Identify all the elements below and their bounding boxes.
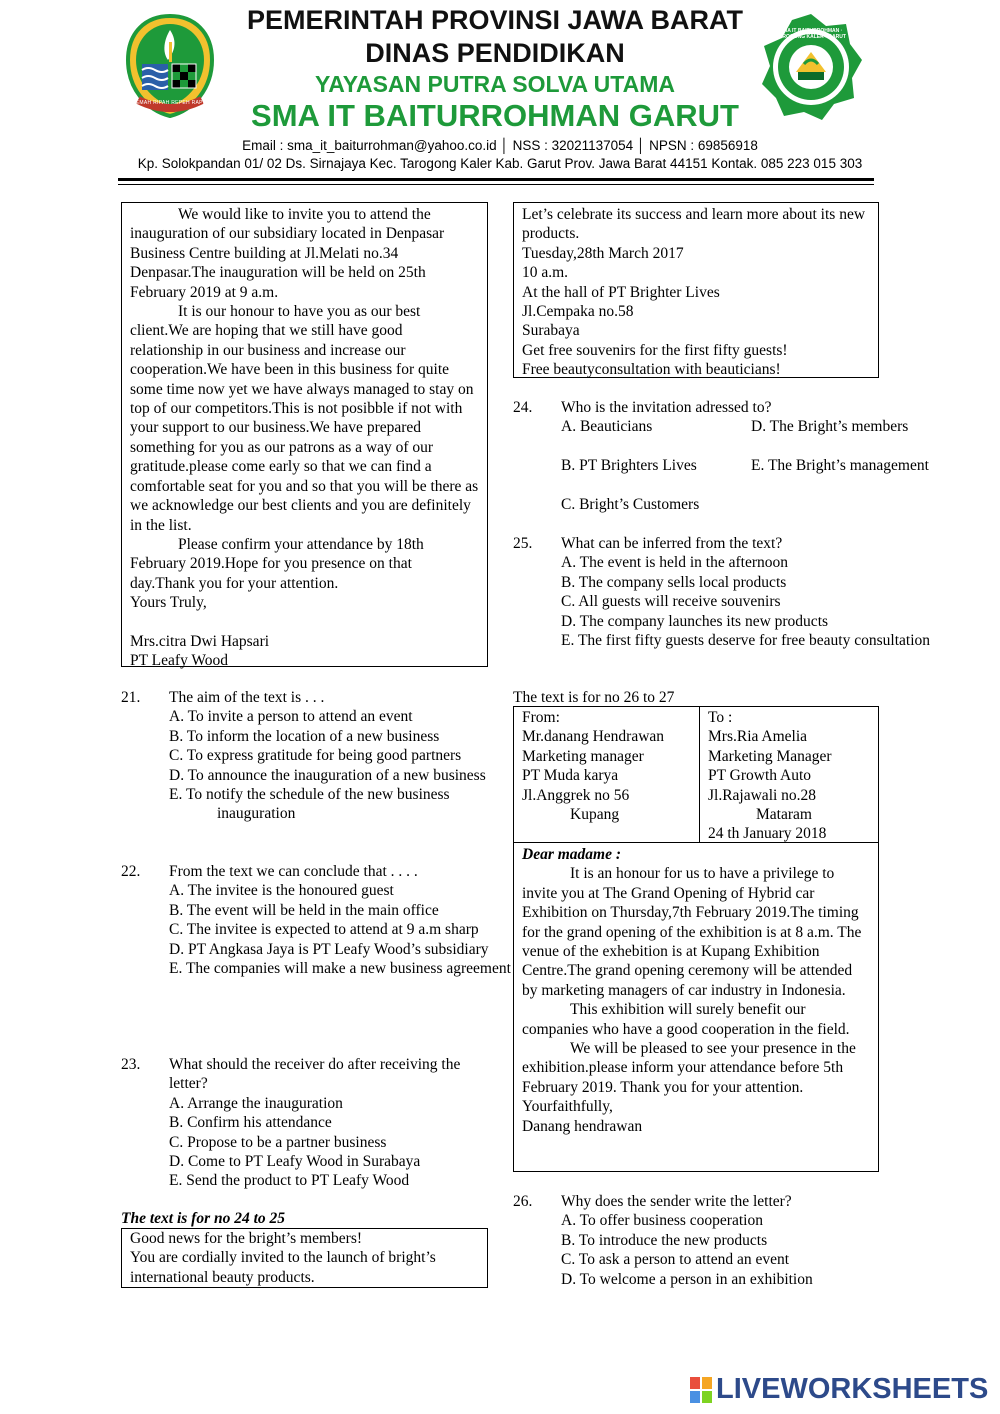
- question-stem: What can be inferred from the text?: [561, 535, 783, 552]
- invitation-line: Tuesday,28th March 2017: [522, 244, 684, 262]
- option-d[interactable]: D. Come to PT Leafy Wood in Surabaya: [169, 1153, 421, 1171]
- header-department: DINAS PENDIDIKAN: [365, 38, 625, 68]
- option-a[interactable]: A. To invite a person to attend an event: [169, 708, 413, 726]
- question-stem: Who is the invitation adressed to?: [561, 399, 772, 416]
- option-b[interactable]: B. The company sells local products: [561, 573, 787, 591]
- text-24-25-label: The text is for no 24 to 25: [121, 1210, 286, 1227]
- invitation-line: At the hall of PT Brighter Lives: [522, 283, 720, 301]
- from-line: PT Muda karya: [522, 767, 619, 785]
- option-e[interactable]: E. The companies will make a new business agreement: [169, 960, 511, 978]
- from-line: From:: [522, 709, 560, 726]
- to-line: Jl.Rajawali no.28: [708, 786, 817, 804]
- to-line: To :: [708, 709, 733, 726]
- header-school-name: SMA IT BAITURROHMAN GARUT: [251, 98, 739, 133]
- from-line: Marketing manager: [522, 747, 644, 765]
- question-number: 24.: [513, 399, 533, 416]
- liveworksheets-watermark: [690, 1375, 990, 1405]
- question-number: 21.: [121, 689, 141, 706]
- header-government: PEMERINTAH PROVINSI JAWA BARAT: [246, 5, 744, 35]
- question-stem: Why does the sender write the letter?: [561, 1193, 792, 1210]
- option-a[interactable]: A. The invitee is the honoured guest: [169, 882, 394, 900]
- option-e[interactable]: E. The first fifty guests deserve for free beauty consultation: [561, 632, 931, 650]
- from-line: Mr.danang Hendrawan: [522, 728, 665, 746]
- to-line: PT Growth Auto: [708, 767, 812, 785]
- letter2-box: [513, 706, 879, 1172]
- invitation-line: You are cordially invited to the launch of bright’s international beauty products.: [130, 1249, 436, 1286]
- option-c[interactable]: C. Propose to be a partner business: [169, 1133, 387, 1151]
- question-stem: From the text we can conclude that . . . .: [169, 863, 418, 880]
- invitation-line: Surabaya: [522, 322, 580, 340]
- emblem-motto: GEMAH RIPAH REPEH RAPIH: [131, 100, 209, 106]
- to-line: Marketing Manager: [708, 747, 832, 765]
- letter2-salutation: Dear madame :: [522, 846, 622, 863]
- school-logo-text: SMA IT BAITURROHMAN · TAROGONG KALER - GARUT: [776, 28, 846, 40]
- question-stem: The aim of the text is . . .: [169, 689, 325, 706]
- watermark-text: LIVEWORKSHEETS: [716, 1373, 989, 1405]
- option-c[interactable]: C. To ask a person to attend an event: [561, 1251, 790, 1269]
- question-number: 26.: [513, 1193, 533, 1210]
- option-e[interactable]: E. The Bright’s management: [751, 457, 929, 475]
- header-rule-thin: [118, 184, 874, 185]
- invitation-line: Let’s celebrate its success and learn more about its new products.: [522, 206, 866, 243]
- option-b[interactable]: B. PT Brighters Lives: [561, 457, 697, 475]
- question-number: 23.: [121, 1056, 141, 1073]
- invitation-line: Free beautyconsultation with beauticians!: [522, 361, 781, 379]
- option-b[interactable]: B. To introduce the new products: [561, 1231, 768, 1249]
- option-e[interactable]: E. To notify the schedule of the new business inauguration: [169, 786, 450, 823]
- option-d[interactable]: D. The Bright’s members: [751, 418, 909, 436]
- invitation-line: Jl.Cempaka no.58: [522, 303, 634, 321]
- option-c[interactable]: C. To express gratitude for being good partners: [169, 747, 462, 765]
- option-d[interactable]: D. To welcome a person in an exhibition: [561, 1270, 813, 1288]
- option-e[interactable]: E. Send the product to PT Leafy Wood: [169, 1172, 410, 1190]
- letter1-company: PT Leafy Wood: [130, 652, 229, 670]
- letter2-paragraph: It is an honour for us to have a privilege to invite you at The Grand Opening of Hybrid car Exhibition on Thursday,7th February 2019.The timing for the grand opening of the exhibition is at 8 a.m. The venue of the exhebition is at Kupang Exhibition Centre.The grand opening ceremony will be attended by marketing managers of car industry in Indonesia.: [522, 865, 862, 999]
- option-b[interactable]: B. The event will be held in the main office: [169, 901, 439, 919]
- invitation-box-part2: [513, 202, 879, 378]
- header-rule-thick: [118, 178, 874, 181]
- from-line: Kupang: [570, 806, 620, 824]
- letter1-paragraph: Please confirm your attendance by 18th February 2019.Hope for you presence on that day.Thank you for your attention.: [130, 535, 424, 592]
- from-line: Jl.Anggrek no 56: [522, 786, 630, 804]
- option-a[interactable]: A. Beauticians: [561, 418, 653, 436]
- option-d[interactable]: D. PT Angkasa Jaya is PT Leafy Wood’s subsidiary: [169, 940, 489, 958]
- question-stem: What should the receiver do after receiving the letter?: [169, 1056, 461, 1093]
- header-contact: Email : sma_it_baiturrohman@yahoo.co.id │ NSS : 32021137054 │ NPSN : 69856918: [242, 138, 758, 153]
- option-a[interactable]: A. To offer business cooperation: [561, 1212, 763, 1230]
- option-d[interactable]: D. To announce the inauguration of a new business: [169, 766, 486, 784]
- letter2-paragraph: This exhibition will surely benefit our companies who have a good cooperation in the field.: [522, 1001, 850, 1038]
- option-a[interactable]: A. The event is held in the afternoon: [561, 554, 788, 572]
- text-26-27-label: The text is for no 26 to 27: [513, 689, 675, 706]
- header-address: Kp. Solokpandan 01/ 02 Ds. Sirnajaya Kec. Tarogong Kaler Kab. Garut Prov. Jawa Barat 44151 Kontak. 085 223 015 303: [137, 156, 863, 171]
- invitation-box-part1: [121, 1228, 488, 1288]
- invitation-line: Good news for the bright’s members!: [130, 1230, 363, 1247]
- question-number: 22.: [121, 863, 141, 880]
- letter2-signer: Danang hendrawan: [522, 1117, 643, 1135]
- option-c[interactable]: C. The invitee is expected to attend at 9 a.m sharp: [169, 921, 479, 939]
- letter1-box: [121, 202, 488, 670]
- option-a[interactable]: A. Arrange the inauguration: [169, 1094, 343, 1112]
- letter2-from-cell: [514, 707, 700, 843]
- question-number: 25.: [513, 535, 533, 552]
- letter2-closing: Yourfaithfully,: [522, 1098, 613, 1116]
- to-line: Mrs.Ria Amelia: [708, 728, 808, 746]
- option-b[interactable]: B. To inform the location of a new business: [169, 727, 440, 745]
- option-b[interactable]: B. Confirm his attendance: [169, 1114, 332, 1132]
- invitation-line: Get free souvenirs for the first fifty guests!: [522, 341, 788, 359]
- letter2-to-cell: [700, 707, 878, 843]
- letter1-signer: Mrs.citra Dwi Hapsari: [130, 632, 270, 650]
- letter1-closing: Yours Truly,: [130, 594, 207, 612]
- to-line: 24 th January 2018: [708, 825, 827, 843]
- header-foundation: YAYASAN PUTRA SOLVA UTAMA: [315, 71, 675, 97]
- invitation-line: 10 a.m.: [522, 264, 569, 282]
- letter1-paragraph: We would like to invite you to attend the inauguration of our subsidiary located in Denpasar Business Centre building at Jl.Melati no.34 Denpasar.The inauguration will be held on 25th February 2019 at 9 a.m.: [130, 206, 445, 301]
- option-c[interactable]: C. All guests will receive souvenirs: [561, 593, 781, 611]
- letter1-paragraph: It is our honour to have you as our best client.We are hoping that we still have good relationship in our business and increase our cooperation.We have been in this business for quite some time now yet we have always managed to stay on top of our competitors.This is not posibble if not with your support to our business.We have prepared something for you as our patrons as a way of our gratitude.please come early so that we can find a comfortable seat for you and so that you will be there as we acknowledge our best clients and you are definitely in the list.: [130, 303, 479, 534]
- to-line: Mataram: [756, 806, 812, 824]
- liveworksheets-logo-icon: [690, 1377, 712, 1403]
- letter2-paragraph: We will be pleased to see your presence in the exhibition.please inform your attendance before 5th February 2019. Thank you for your attention.: [522, 1040, 856, 1096]
- option-d[interactable]: D. The company launches its new products: [561, 612, 829, 630]
- option-c[interactable]: C. Bright’s Customers: [561, 495, 700, 513]
- letter2-body: [514, 845, 878, 1136]
